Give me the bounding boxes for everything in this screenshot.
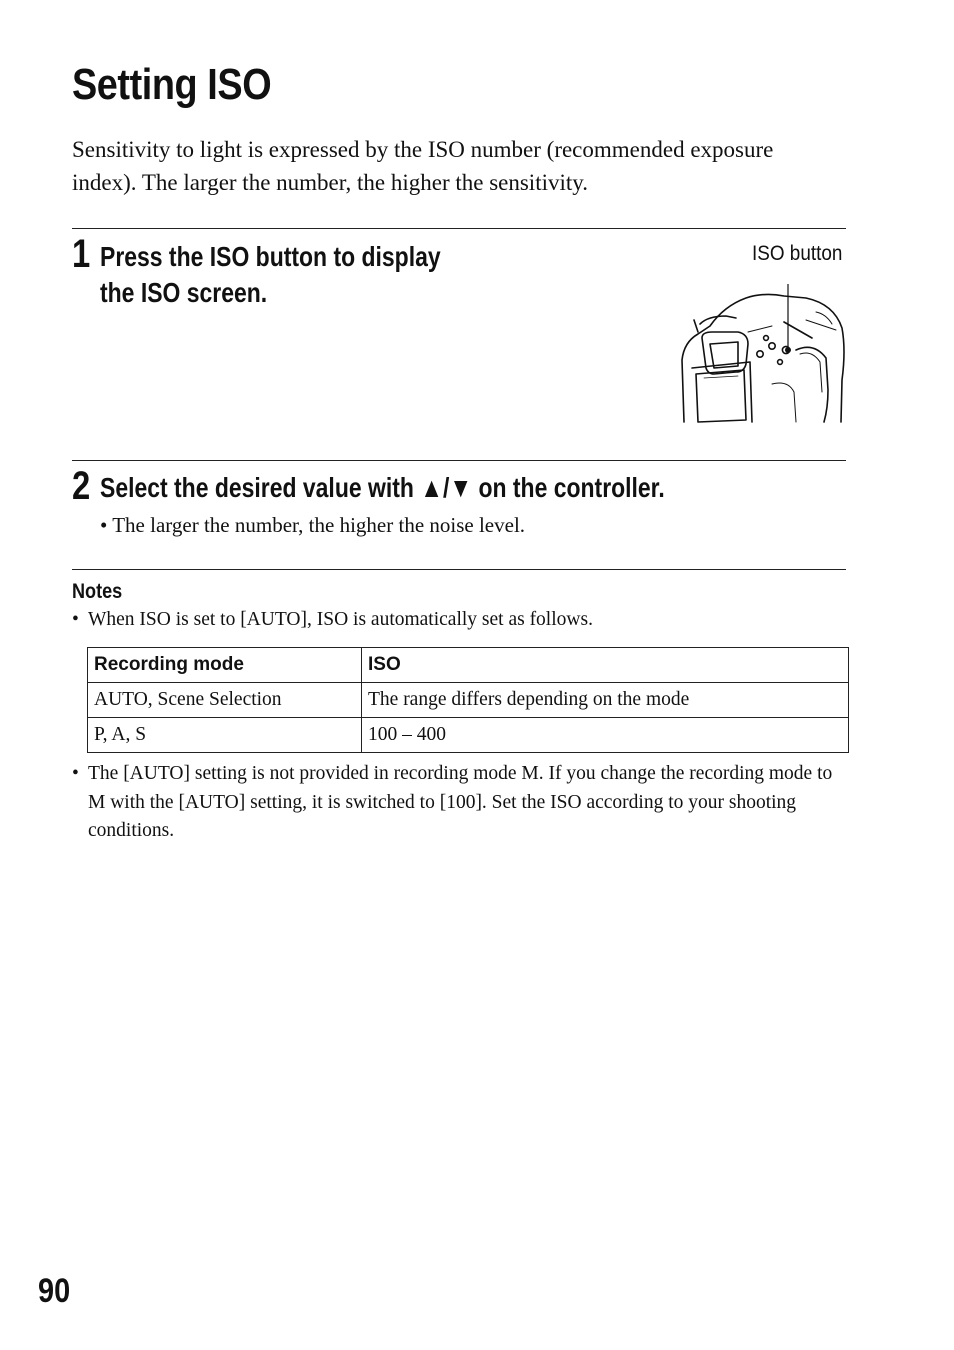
intro-paragraph: Sensitivity to light is expressed by the ISO number (recommended exposure index). The larger the number, the higher the sensitivity.: [72, 137, 774, 195]
step2-bullet: [100, 513, 525, 538]
table-header-row: [88, 648, 849, 683]
table-header-cell: Recording mode: [88, 648, 362, 683]
step1-divider: [72, 228, 846, 229]
step1-number: 1: [72, 232, 91, 276]
camera-back-icon: [676, 280, 848, 426]
note1-text: When ISO is set to [AUTO], ISO is automatically set as follows.: [88, 609, 593, 630]
table-cell: 100 – 400: [362, 718, 849, 753]
step2-bullet-text: The larger the number, the higher the noise level.: [112, 513, 526, 537]
bullet-marker: •: [72, 609, 79, 630]
step2-divider: [72, 460, 846, 461]
note2-text: The [AUTO] setting is not provided in recording mode M. If you change the recording mode to M with the [AUTO] setting, it is switched to [100]. Set the ISO according to your shooting conditions.: [88, 763, 833, 841]
iso-table: [87, 647, 849, 753]
step1-instruction: [100, 239, 441, 311]
page-number: 90: [38, 1272, 71, 1310]
table-header-cell: ISO: [362, 648, 849, 683]
bullet-marker: •: [72, 763, 79, 784]
notes-divider: [72, 569, 846, 570]
table-row: [88, 683, 849, 718]
step2-number: 2: [72, 464, 91, 508]
step1-line1: Press the ISO button to display: [100, 241, 441, 272]
step2-instruction: Select the desired value with ▲/▼ on the controller.: [100, 472, 665, 503]
table-cell: The range differs depending on the mode: [362, 683, 849, 718]
notes-heading: Notes: [72, 580, 123, 603]
table-cell: AUTO, Scene Selection: [88, 683, 362, 718]
bullet-marker: •: [100, 513, 108, 537]
note-item: [72, 760, 842, 846]
table-cell: P, A, S: [88, 718, 362, 753]
step1-line2: the ISO screen.: [100, 277, 268, 308]
table-row: [88, 718, 849, 753]
note-item: [72, 606, 772, 635]
iso-button-label: ISO button: [752, 242, 843, 265]
page-title: Setting ISO: [72, 60, 272, 109]
